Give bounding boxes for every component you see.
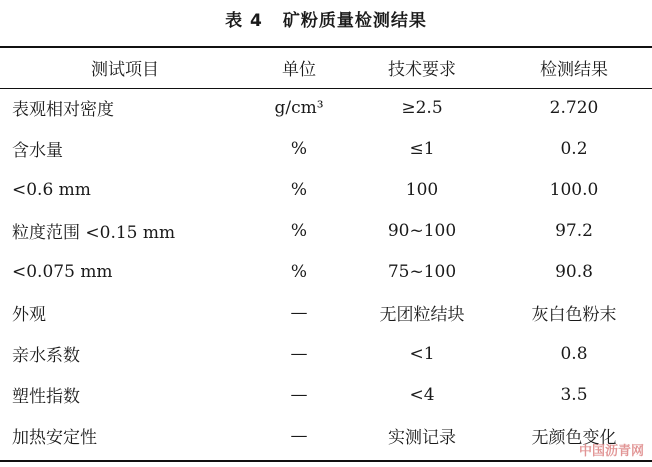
header-row — [0, 48, 652, 87]
cell-result: 100.0 — [549, 179, 599, 200]
cell-result: 0.2 — [560, 138, 588, 159]
bottom-rule — [0, 460, 652, 462]
cell-unit: — — [290, 302, 308, 323]
table-row — [0, 333, 652, 374]
watermark: 中国沥青网 — [578, 444, 644, 459]
cell-item: 亲水系数 — [12, 346, 80, 366]
cell-item: <0.6 mm — [12, 179, 91, 200]
table-row — [0, 251, 652, 292]
cell-requirement: 100 — [405, 179, 439, 200]
cell-requirement: ≤1 — [409, 138, 435, 159]
cell-unit: % — [290, 261, 308, 282]
cell-result: 0.8 — [560, 343, 588, 364]
cell-requirement: <4 — [409, 384, 435, 405]
table-number: 表 4 — [225, 11, 263, 31]
header-requirement: 技术要求 — [388, 60, 456, 80]
cell-result: 2.720 — [549, 97, 599, 118]
cell-unit: — — [290, 343, 308, 364]
cell-unit: — — [290, 384, 308, 405]
table-row — [0, 292, 652, 333]
table-caption — [0, 6, 652, 31]
cell-result: 3.5 — [560, 384, 588, 405]
table-row — [0, 374, 652, 415]
cell-result: 90.8 — [555, 261, 593, 282]
cell-requirement: <1 — [409, 343, 435, 364]
table-row — [0, 415, 652, 456]
quality-table — [0, 48, 652, 456]
table-row — [0, 169, 652, 210]
cell-result: 无颜色变化 — [531, 428, 617, 448]
cell-unit: % — [290, 220, 308, 241]
header-result: 检测结果 — [540, 60, 608, 80]
header-item: 测试项目 — [91, 60, 159, 80]
table-row — [0, 87, 652, 128]
table-title: 矿粉质量检测结果 — [282, 11, 427, 31]
table-row — [0, 128, 652, 169]
cell-item: 含水量 — [12, 141, 63, 161]
cell-unit: % — [290, 138, 308, 159]
cell-item: 表观相对密度 — [12, 100, 114, 120]
cell-unit: g/cm³ — [274, 97, 324, 118]
cell-item: 粒度范围 <0.15 mm — [12, 223, 176, 243]
cell-unit: — — [290, 425, 308, 446]
cell-item: 加热安定性 — [12, 428, 97, 448]
cell-requirement: 75~100 — [387, 261, 457, 282]
cell-requirement: ≥2.5 — [401, 97, 443, 118]
header-unit: 单位 — [282, 60, 316, 80]
cell-result: 97.2 — [555, 220, 593, 241]
cell-result: 灰白色粉末 — [531, 305, 617, 325]
cell-requirement: 实测记录 — [388, 428, 456, 448]
cell-item: <0.075 mm — [12, 261, 113, 282]
cell-unit: % — [290, 179, 308, 200]
cell-item: 塑性指数 — [12, 387, 80, 407]
table-row — [0, 210, 652, 251]
cell-requirement: 90~100 — [387, 220, 457, 241]
cell-requirement: 无团粒结块 — [379, 305, 465, 325]
cell-item: 外观 — [12, 305, 46, 325]
